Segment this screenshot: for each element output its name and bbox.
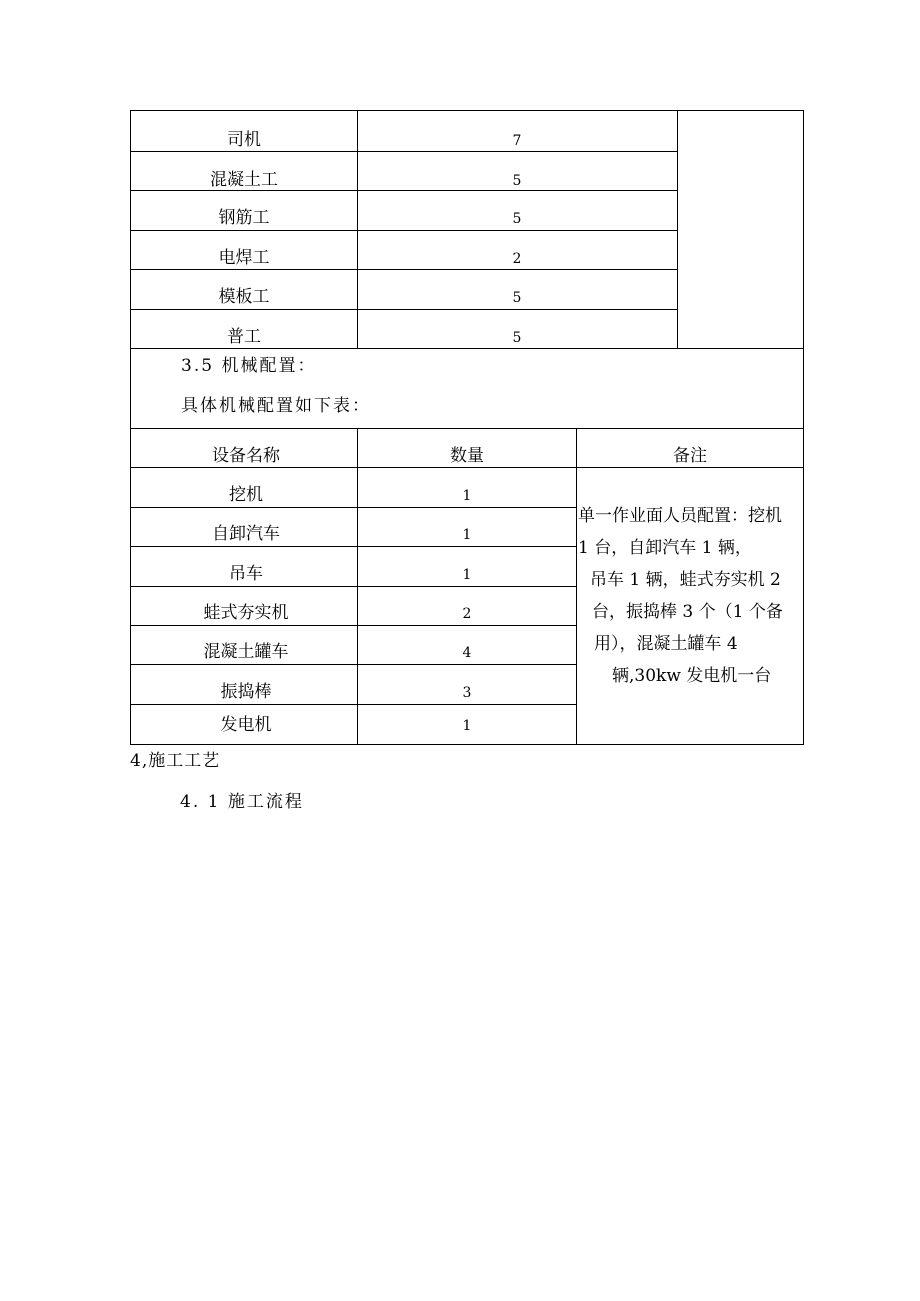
table-divider (130, 467, 804, 468)
table-divider (130, 507, 577, 508)
section-heading: 4,施工工艺 (130, 751, 221, 771)
table-divider (130, 190, 678, 191)
staff-role: 混凝土工 (210, 170, 278, 190)
note-line: 吊车 1 辆，蛙式夯实机 2 (590, 570, 781, 590)
staff-count: 7 (512, 133, 522, 149)
machine-name: 振捣棒 (220, 682, 272, 702)
staff-role: 模板工 (218, 287, 270, 307)
machine-name: 混凝土罐车 (203, 642, 289, 662)
machine-name: 挖机 (229, 485, 263, 505)
machinery-intro: 具体机械配置如下表： (181, 396, 371, 416)
machine-qty: 2 (462, 606, 472, 622)
table-divider (130, 151, 678, 152)
staff-count: 5 (512, 290, 522, 306)
machine-qty: 1 (462, 718, 472, 734)
staff-role: 电焊工 (218, 248, 270, 268)
machine-name: 自卸汽车 (212, 524, 280, 544)
staff-role: 普工 (227, 327, 261, 347)
machine-name: 蛙式夯实机 (203, 603, 289, 623)
table-divider (130, 546, 577, 547)
table-divider (130, 664, 577, 665)
machine-qty: 1 (462, 527, 472, 543)
column-header-note: 备注 (673, 446, 707, 466)
table-divider (130, 428, 804, 429)
staff-count: 2 (512, 251, 522, 267)
staff-count: 5 (512, 211, 522, 227)
machine-name: 吊车 (229, 564, 263, 584)
section-subheading: 4. 1 施工流程 (180, 792, 304, 812)
machine-qty: 1 (462, 567, 472, 583)
staff-count: 5 (512, 173, 522, 189)
note-line: 用），混凝土罐车 4 (594, 634, 738, 654)
staff-role: 钢筋工 (218, 208, 270, 228)
column-header-qty: 数量 (450, 446, 484, 466)
staff-count: 5 (512, 330, 522, 346)
note-line: 单一作业面人员配置：挖机 (578, 506, 782, 526)
machine-name: 发电机 (220, 715, 272, 735)
machinery-heading: 3.5 机械配置： (181, 356, 317, 376)
table-divider (130, 230, 678, 231)
note-line: 辆,30kw 发电机一台 (612, 666, 772, 686)
table-divider (130, 348, 804, 349)
table-divider (130, 269, 678, 270)
machine-qty: 4 (462, 645, 472, 661)
note-line: 1 台，自卸汽车 1 辆， (578, 538, 752, 558)
machine-qty: 3 (462, 685, 472, 701)
column-header-name: 设备名称 (212, 446, 280, 466)
table-divider (130, 309, 678, 310)
machine-qty: 1 (462, 488, 472, 504)
table-divider (130, 625, 577, 626)
machinery-note (578, 500, 804, 692)
table-divider (130, 704, 577, 705)
table-divider (130, 586, 577, 587)
staff-role: 司机 (227, 130, 261, 150)
note-line: 台，振捣棒 3 个（1 个备 (592, 602, 783, 622)
